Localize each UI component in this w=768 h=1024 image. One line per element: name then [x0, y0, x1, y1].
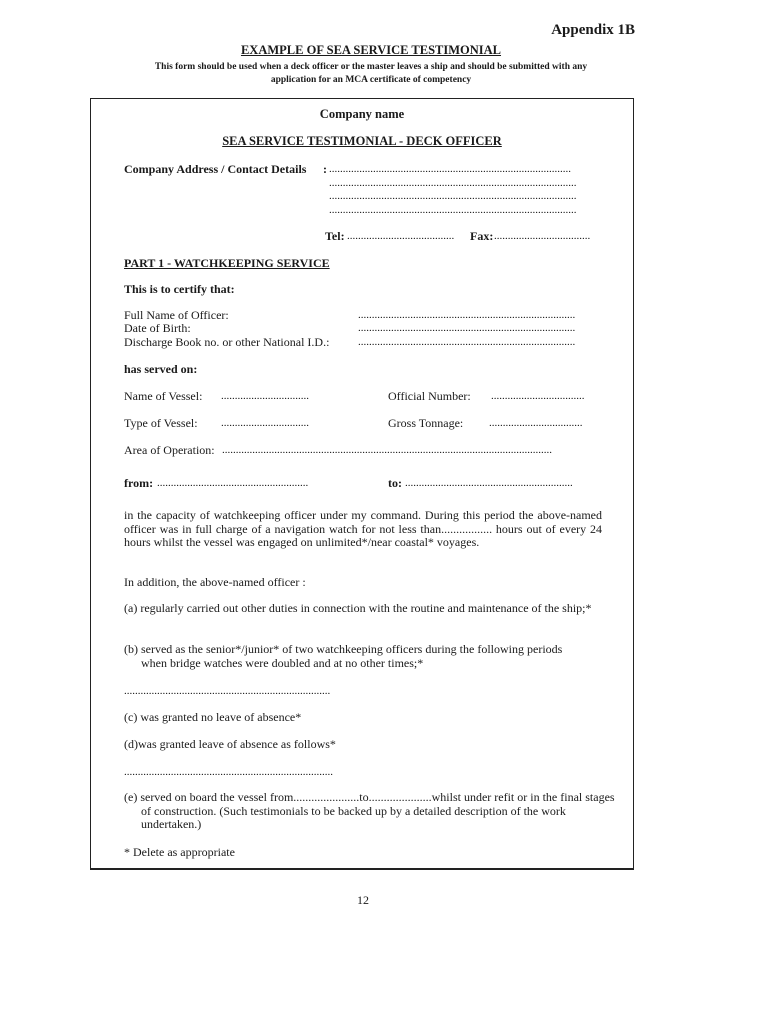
vessel-name-field: ................................ — [221, 390, 309, 402]
vessel-name-label: Name of Vessel: — [124, 389, 203, 403]
address-line-1: ........................................................................................ — [329, 163, 571, 175]
full-name-label: Full Name of Officer: — [124, 308, 229, 322]
document-title: EXAMPLE OF SEA SERVICE TESTIMONIAL — [240, 43, 502, 57]
address-line-2: .......................................................................................... — [329, 177, 577, 189]
page-number: 12 — [357, 893, 369, 907]
to-label: to: — [388, 476, 402, 490]
item-b: (b) served as the senior*/junior* of two watchkeeping officers during the following periods when bridge watches were doubled and at no other times;* — [124, 642, 563, 670]
tel-label: Tel: — [325, 229, 345, 243]
certify-text: This is to certify that: — [124, 282, 235, 296]
gross-tonnage-field: .................................. — [489, 417, 583, 429]
fax-field: ................................... — [494, 230, 591, 242]
area-field: ........................................................................................................................ — [222, 444, 552, 456]
item-d: (d)was granted leave of absence as follows* — [124, 737, 336, 751]
company-name: Company name — [319, 107, 405, 121]
official-number-label: Official Number: — [388, 389, 471, 403]
address-colon: : — [323, 162, 327, 176]
full-name-field: ............................................................................... — [358, 309, 576, 321]
to-field: ............................................................. — [405, 477, 573, 489]
from-label: from: — [124, 476, 154, 490]
delete-note: * Delete as appropriate — [124, 845, 235, 859]
vessel-type-field: ................................ — [221, 417, 309, 429]
appendix-label: Appendix 1B — [551, 22, 635, 38]
tel-field: ....................................... — [347, 230, 455, 242]
in-addition-text: In addition, the above-named officer : — [124, 575, 306, 589]
discharge-label: Discharge Book no. or other National I.D.: — [124, 335, 330, 349]
gross-tonnage-label: Gross Tonnage: — [388, 416, 464, 430]
served-on-label: has served on: — [124, 362, 198, 376]
official-number-field: .................................. — [491, 390, 585, 402]
item-b-field: ........................................................................... — [124, 685, 331, 697]
fax-label: Fax: — [470, 229, 494, 243]
document-note: This form should be used when a deck officer or the master leaves a ship and should be submitted with any application for an MCA certificate of competency — [154, 62, 588, 85]
capacity-paragraph: in the capacity of watchkeeping officer under my command. During this period the above-named officer was in full charge of a navigation watch for not less than................. hours out of every 24 hours whilst the vessel was engaged on unlimited*/near coastal* voyages. — [124, 508, 602, 549]
dob-label: Date of Birth: — [124, 321, 191, 335]
item-d-field: ............................................................................ — [124, 766, 333, 778]
address-line-3: .......................................................................................... — [329, 190, 577, 202]
item-e: (e) served on board the vessel from......................to.....................whilst under refit or in the final stages of construction. (Such testimonials to be backed up by a detailed description of the work undertaken.) — [124, 790, 615, 831]
address-line-4: .......................................................................................... — [329, 204, 577, 216]
area-label: Area of Operation: — [124, 443, 215, 457]
item-a: (a) regularly carried out other duties in connection with the routine and maintenance of the ship;* — [124, 601, 592, 615]
address-label: Company Address / Contact Details — [124, 162, 307, 176]
from-field: ....................................................... — [157, 477, 309, 489]
form-title: SEA SERVICE TESTIMONIAL - DECK OFFICER — [222, 134, 502, 148]
dob-field: ............................................................................... — [358, 322, 576, 334]
vessel-type-label: Type of Vessel: — [124, 416, 198, 430]
discharge-field: ............................................................................... — [358, 336, 576, 348]
item-c: (c) was granted no leave of absence* — [124, 710, 302, 724]
part1-heading: PART 1 - WATCHKEEPING SERVICE — [124, 256, 330, 270]
